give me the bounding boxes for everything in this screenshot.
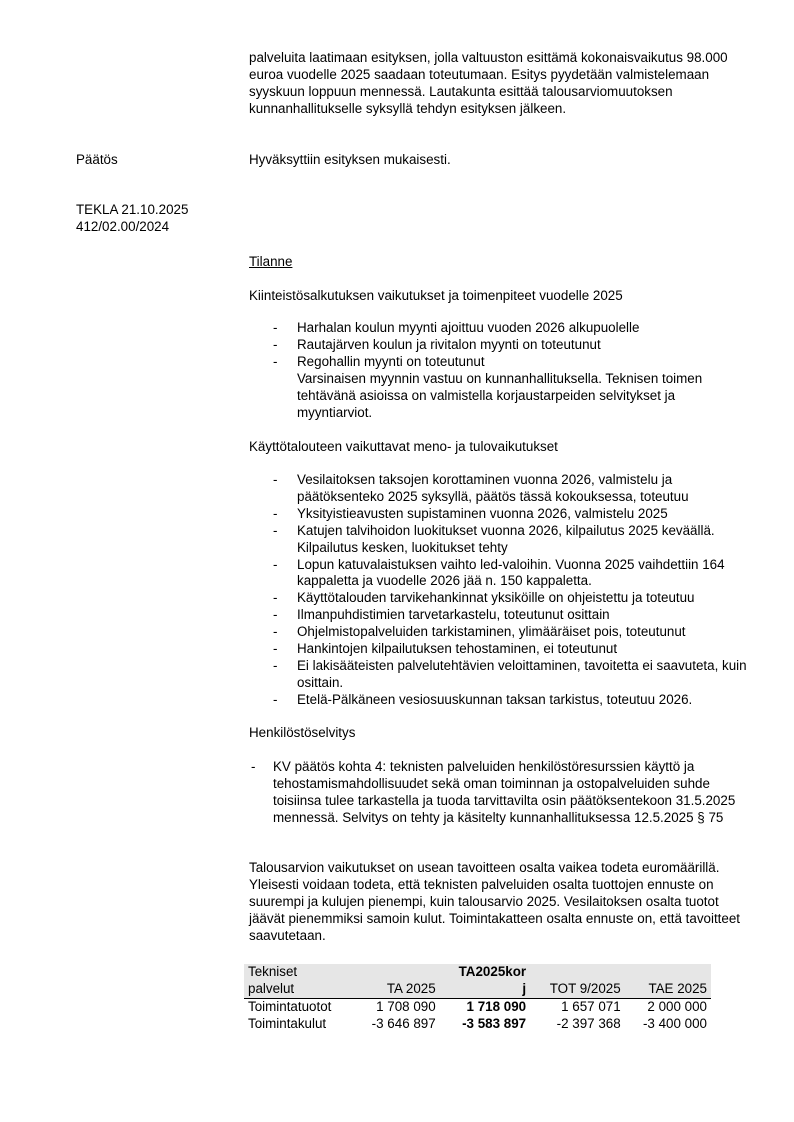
list-item: - Ei lakisääteisten palvelutehtävien veloittaminen, tavoitetta ei saavuteta, kuin osittain. xyxy=(249,658,749,692)
list-item: - Lopun katuvalaistuksen vaihto led-valoihin. Vuonna 2025 vaihdettiin 164 kappaletta ja vuodelle 2026 jää n. 150 kappaletta. xyxy=(249,557,749,591)
table-cell: -3 583 897 xyxy=(462,1016,527,1032)
meeting-reference xyxy=(76,202,246,236)
row-label: Toimintakulut xyxy=(248,1016,327,1032)
header-cell xyxy=(530,964,625,981)
list-item: - Vesilaitoksen taksojen korottaminen vuonna 2026, valmistelu ja päätöksenteko 2025 syksyllä, päätös tässä kokouksessa, toteutuu xyxy=(249,472,749,506)
record-number: 412/02.00/2024 xyxy=(76,218,170,234)
header-cell xyxy=(625,964,711,981)
budget-paragraph: Talousarvion vaikutukset on usean tavoitteen osalta vaikea todeta euromäärillä. Yleisesti voidaan todeta, että teknisten palveluiden osalta tuottojen ennuste on suurempi ja kulujen pienempi, kuin talousarvio 2025. Vesilaitoksen osalta tuotot jäävät pienemmiksi samoin kulut. Toimintakatteen osalta ennuste on, että tavoitteet saavutetaan. xyxy=(249,860,741,943)
personnel-heading: Henkilöstöselvitys xyxy=(249,725,356,740)
list-item: - Katujen talvihoidon luokitukset vuonna 2026, kilpailutus 2025 keväällä. Kilpailutus kesken, luokitukset tehty xyxy=(249,523,749,557)
list-item: - KV päätös kohta 4: teknisten palveluiden henkilöstöresurssien käyttö ja tehostamismahdollisuudet sekä oman toiminnan ja ostopalveluiden suhde toisiinsa tulee tarkastella ja tuoda tarvittavilta osin päätöksentekoon 31.5.2025 mennessä. Selvitys on tehty ja käsitelty kunnanhallituksessa 12.5.2025 § 75 xyxy=(249,759,749,827)
table-cell: -3 646 897 xyxy=(371,1016,436,1032)
situation-heading: Tilanne xyxy=(249,254,293,269)
intro-paragraph: palveluita laatimaan esityksen, jolla valtuuston esittämä kokonaisvaikutus 98.000 euroa vuodelle 2025 saadaan toteutumaan. Esitys pyydetään valmistelemaan syyskuun loppuun mennessä. Lautakunta esittää talousarviomuutoksen kunnanhallitukselle syksyllä tehdyn esityksen jälkeen. xyxy=(249,50,728,116)
table-row xyxy=(244,999,711,1017)
header-cell: Tekniset xyxy=(244,964,353,981)
table-cell: 1 657 071 xyxy=(561,999,621,1015)
list-item: - Ilmanpuhdistimien tarvetarkastelu, toteutunut osittain xyxy=(249,607,749,624)
list-item: - Yksityistieavusten supistaminen vuonna 2026, valmistelu 2025 xyxy=(249,506,749,523)
table-row xyxy=(244,1016,711,1033)
operating-heading: Käyttötalouteen vaikuttavat meno- ja tulovaikutukset xyxy=(249,439,558,454)
header-cell: TA 2025 xyxy=(353,981,439,999)
real-estate-note: Varsinaisen myynnin vastuu on kunnanhallituksella. Teknisen toimen tehtävänä asioissa on valmistella korjaustarpeiden selvitykset ja myyntiarviot. xyxy=(297,370,703,420)
list-item: - Ohjelmistopalveluiden tarkistaminen, ylimääräiset pois, toteutunut xyxy=(249,624,749,641)
real-estate-list xyxy=(249,320,749,371)
meeting-date: TEKLA 21.10.2025 xyxy=(76,202,189,217)
table-cell: 2 000 000 xyxy=(647,999,707,1015)
finance-table xyxy=(244,964,711,1033)
header-cell: TAE 2025 xyxy=(625,981,711,999)
real-estate-heading: Kiinteistösalkutuksen vaikutukset ja toimenpiteet vuodelle 2025 xyxy=(249,288,623,303)
list-item: - Hankintojen kilpailutuksen tehostaminen, ei toteutunut xyxy=(249,641,749,658)
list-item: - Rautajärven koulun ja rivitalon myynti on toteutunut xyxy=(249,337,749,354)
list-item: - Käyttötalouden tarvikehankinnat yksiköille on ohjeistettu ja toteutuu xyxy=(249,590,749,607)
personnel-list xyxy=(249,759,749,827)
table-cell: -2 397 368 xyxy=(556,1016,621,1032)
operating-list xyxy=(249,472,749,709)
personnel-section xyxy=(249,759,749,827)
list-item: - Regohallin myynti on toteutunut xyxy=(249,354,749,371)
row-label: Toimintatuotot xyxy=(248,999,332,1015)
operating-section xyxy=(249,472,749,709)
table-header-row xyxy=(244,964,711,981)
header-cell: TA2025kor xyxy=(440,964,530,981)
table-header-row xyxy=(244,981,711,999)
header-cell: palvelut xyxy=(244,981,353,999)
decision-label: Päätös xyxy=(76,152,118,167)
table-cell: 1 708 090 xyxy=(376,999,436,1015)
header-cell: TOT 9/2025 xyxy=(530,981,625,999)
header-cell xyxy=(353,964,439,981)
real-estate-section xyxy=(249,320,749,421)
list-item: - Harhalan koulun myynti ajoittuu vuoden 2026 alkupuolelle xyxy=(249,320,749,337)
list-item: - Etelä-Pälkäneen vesiosuuskunnan taksan tarkistus, toteutuu 2026. xyxy=(249,692,749,709)
decision-text: Hyväksyttiin esityksen mukaisesti. xyxy=(249,152,451,167)
header-cell: j xyxy=(440,981,530,999)
table-cell: 1 718 090 xyxy=(466,999,527,1015)
table-cell: -3 400 000 xyxy=(642,1016,707,1032)
